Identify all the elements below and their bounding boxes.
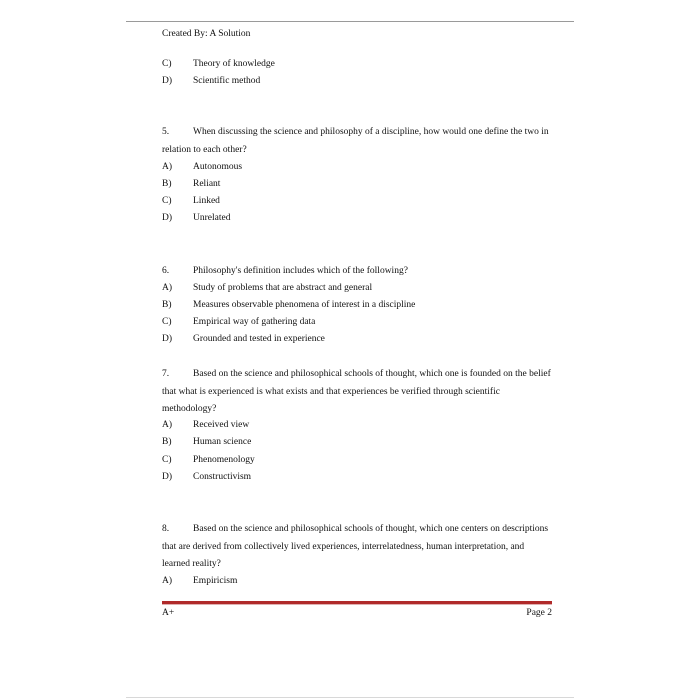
list-item bbox=[162, 59, 275, 69]
option-letter: D) bbox=[162, 334, 173, 344]
option-letter: B) bbox=[162, 437, 172, 447]
option-letter: D) bbox=[162, 472, 173, 482]
list-item bbox=[162, 576, 237, 586]
option-text: Constructivism bbox=[193, 472, 252, 482]
option-text: Scientific method bbox=[193, 76, 261, 86]
question-7 bbox=[162, 366, 552, 419]
list-item bbox=[162, 334, 325, 344]
option-text: Human science bbox=[193, 437, 252, 447]
option-letter: D) bbox=[162, 213, 173, 223]
footer-left-text: A+ bbox=[162, 608, 175, 618]
option-letter: C) bbox=[162, 317, 172, 327]
question-number: 5. bbox=[162, 127, 170, 137]
option-letter: A) bbox=[162, 576, 173, 586]
question-text: Philosophy's definition includes which of the following? bbox=[193, 266, 408, 276]
question-6 bbox=[162, 263, 552, 281]
question-text: Based on the science and philosophical schools of thought, which one centers on descriptions that are derived from collectively lived experiences, interrelatedness, human interpretation, and learned reality? bbox=[162, 524, 549, 569]
option-text: Study of problems that are abstract and general bbox=[193, 283, 373, 293]
list-item bbox=[162, 283, 372, 293]
option-text: Phenomenology bbox=[193, 455, 255, 465]
list-item bbox=[162, 300, 415, 310]
option-text: Measures observable phenomena of interest in a discipline bbox=[193, 300, 416, 310]
page-bottom-edge bbox=[126, 697, 574, 698]
option-text: Empiricism bbox=[193, 576, 238, 586]
list-item bbox=[162, 76, 260, 86]
header-rule bbox=[126, 21, 574, 22]
list-item bbox=[162, 213, 230, 223]
option-text: Empirical way of gathering data bbox=[193, 317, 316, 327]
question-5 bbox=[162, 124, 552, 159]
option-text: Theory of knowledge bbox=[193, 59, 275, 69]
option-letter: A) bbox=[162, 162, 173, 172]
list-item bbox=[162, 437, 251, 447]
list-item bbox=[162, 196, 220, 206]
option-text: Reliant bbox=[193, 179, 221, 189]
list-item bbox=[162, 179, 220, 189]
option-letter: C) bbox=[162, 196, 172, 206]
question-number: 6. bbox=[162, 266, 170, 276]
question-number: 7. bbox=[162, 369, 170, 379]
option-text: Unrelated bbox=[193, 213, 231, 223]
list-item bbox=[162, 420, 249, 430]
list-item bbox=[162, 317, 315, 327]
option-text: Linked bbox=[193, 196, 220, 206]
question-8 bbox=[162, 521, 552, 574]
list-item bbox=[162, 472, 251, 482]
option-letter: C) bbox=[162, 59, 172, 69]
option-text: Grounded and tested in experience bbox=[193, 334, 325, 344]
page-header: Created By: A Solution bbox=[162, 29, 251, 39]
option-letter: A) bbox=[162, 420, 173, 430]
list-item bbox=[162, 455, 255, 465]
option-letter: C) bbox=[162, 455, 172, 465]
question-text: When discussing the science and philosophy of a discipline, how would one define the two in relation to each other? bbox=[162, 127, 549, 155]
option-letter: A) bbox=[162, 283, 173, 293]
footer-rule bbox=[162, 601, 552, 605]
option-letter: B) bbox=[162, 300, 172, 310]
option-text: Autonomous bbox=[193, 162, 243, 172]
option-text: Received view bbox=[193, 420, 250, 430]
page-number: Page 2 bbox=[526, 608, 552, 618]
option-letter: B) bbox=[162, 179, 172, 189]
option-letter: D) bbox=[162, 76, 173, 86]
question-text: Based on the science and philosophical schools of thought, which one is founded on the belief that what is experienced is what exists and that experiences be verified through scientific methodology? bbox=[162, 369, 551, 414]
list-item bbox=[162, 162, 242, 172]
question-number: 8. bbox=[162, 524, 170, 534]
